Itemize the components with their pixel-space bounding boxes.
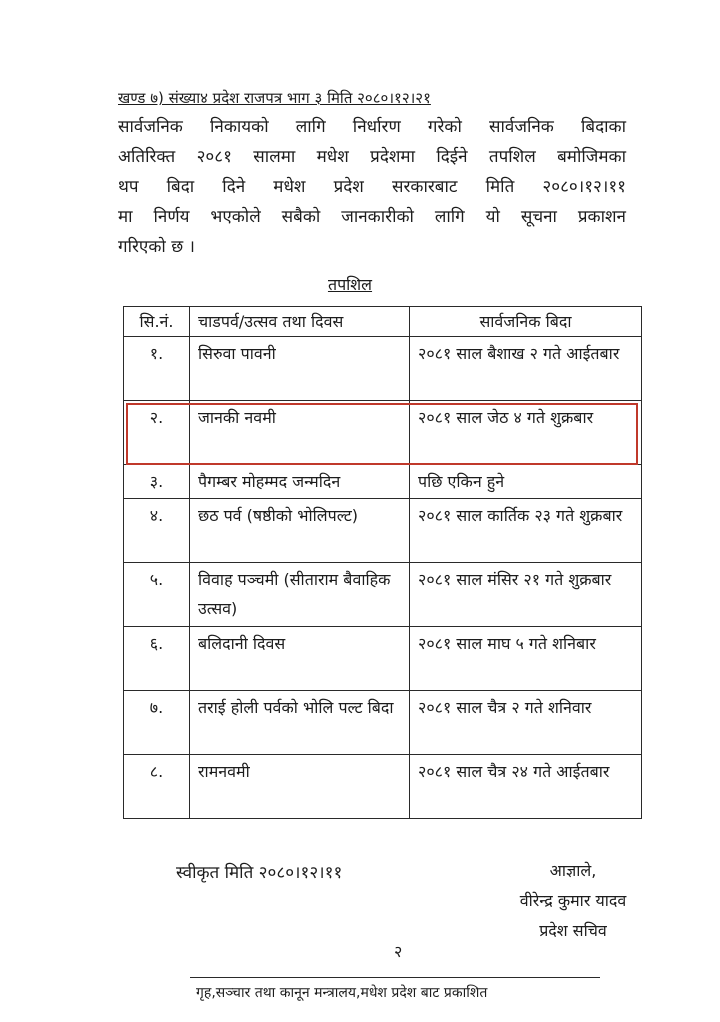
table-row bbox=[124, 465, 642, 499]
row-serial: १. bbox=[124, 337, 190, 401]
header-serial: सि.नं. bbox=[124, 307, 190, 337]
signatory-title: प्रदेश सचिव bbox=[539, 921, 607, 940]
row-serial: ७. bbox=[124, 691, 190, 755]
by-order-label: आज्ञाले, bbox=[549, 861, 597, 880]
row-holiday: २०८१ साल जेठ ४ गते शुक्रबार bbox=[410, 401, 642, 465]
row-festival: बलिदानी दिवस bbox=[190, 627, 410, 691]
row-festival: विवाह पञ्चमी (सीताराम बैवाहिक उत्सव) bbox=[190, 563, 410, 627]
row-festival: जानकी नवमी bbox=[190, 401, 410, 465]
header-festival: चाडपर्व/उत्सव तथा दिवस bbox=[190, 307, 410, 337]
row-festival: तराई होली पर्वको भोलि पल्ट बिदा bbox=[190, 691, 410, 755]
signature-block bbox=[488, 856, 658, 946]
row-festival: सिरुवा पावनी bbox=[190, 337, 410, 401]
header-holiday: सार्वजनिक बिदा bbox=[410, 307, 642, 337]
row-serial: ४. bbox=[124, 499, 190, 563]
row-serial: ३. bbox=[124, 465, 190, 499]
table-row bbox=[124, 691, 642, 755]
row-holiday: २०८१ साल बैशाख २ गते आईतबार bbox=[410, 337, 642, 401]
section-title: तपशिल bbox=[327, 275, 373, 294]
page-number: २ bbox=[394, 942, 403, 961]
table-row bbox=[124, 499, 642, 563]
signatory-name: वीरेन्द्र कुमार यादव bbox=[519, 891, 627, 910]
intro-paragraph bbox=[118, 112, 626, 262]
row-serial: ६. bbox=[124, 627, 190, 691]
intro-line: गरिएको छ । bbox=[118, 237, 195, 257]
intro-line: सार्वजनिक निकायको लागि निर्धारण गरेको सार्वजनिक बिदाका bbox=[118, 117, 626, 137]
holiday-table bbox=[123, 306, 642, 819]
row-serial: ८. bbox=[124, 755, 190, 819]
row-festival: छठ पर्व (षष्ठीको भोलिपल्ट) bbox=[190, 499, 410, 563]
table-row bbox=[124, 563, 642, 627]
row-serial: २. bbox=[124, 401, 190, 465]
table-row bbox=[124, 337, 642, 401]
row-holiday: २०८१ साल चैत्र २ गते शनिवार bbox=[410, 691, 642, 755]
intro-line: थप बिदा दिने मधेश प्रदेश सरकारबाट मिति २०८०।१२।११ bbox=[118, 177, 626, 197]
approved-date: स्वीकृत मिति २०८०।१२।११ bbox=[176, 863, 343, 883]
row-serial: ५. bbox=[124, 563, 190, 627]
row-holiday: २०८१ साल माघ ५ गते शनिबार bbox=[410, 627, 642, 691]
row-holiday: २०८१ साल मंसिर २१ गते शुक्रबार bbox=[410, 563, 642, 627]
footer-divider bbox=[190, 977, 600, 978]
table-header-row bbox=[124, 307, 642, 337]
row-festival: रामनवमी bbox=[190, 755, 410, 819]
row-holiday: २०८१ साल चैत्र २४ गते आईतबार bbox=[410, 755, 642, 819]
intro-line: अतिरिक्त २०८१ सालमा मधेश प्रदेशमा दिईने तपशिल बमोजिमका bbox=[118, 147, 626, 167]
footer-publisher: गृह,सञ्चार तथा कानून मन्त्रालय,मधेश प्रदेश बाट प्रकाशित bbox=[196, 985, 488, 1001]
table-row bbox=[124, 401, 642, 465]
row-holiday: २०८१ साल कार्तिक २३ गते शुक्रबार bbox=[410, 499, 642, 563]
row-festival: पैगम्बर मोहम्मद जन्मदिन bbox=[190, 465, 410, 499]
table-row bbox=[124, 627, 642, 691]
table-row bbox=[124, 755, 642, 819]
gazette-header: खण्ड ७) संख्या४ प्रदेश राजपत्र भाग ३ मिति २०८०।१२।२१ bbox=[118, 89, 431, 107]
row-holiday: पछि एकिन हुने bbox=[410, 465, 642, 499]
intro-line: मा निर्णय भएकोले सबैको जानकारीको लागि यो सूचना प्रकाशन bbox=[118, 207, 626, 227]
